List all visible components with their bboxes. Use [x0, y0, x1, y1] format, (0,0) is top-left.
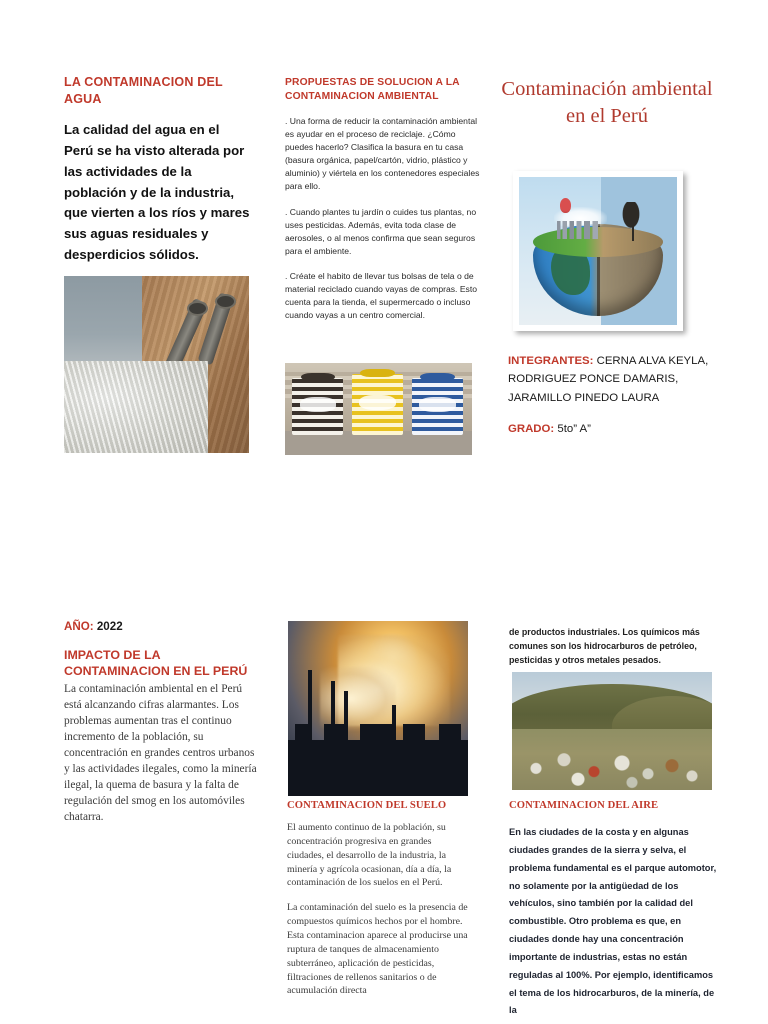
heading-propuestas-de-solucion: PROPUESTAS DE SOLUCION A LA CONTAMINACION AMBIENTAL — [285, 77, 460, 102]
grado-value: 5to” A” — [557, 423, 591, 436]
factory-silhouette — [288, 740, 468, 796]
dead-tree-trunk — [632, 223, 634, 241]
water-pollution-artwork — [64, 276, 249, 453]
grado-line — [508, 420, 718, 438]
recycling-bins-artwork — [285, 363, 472, 455]
paragraph-pesticidas: . Cuando plantes tu jardín o cuides tus plantas, no uses pesticidas. Además, evita toda clase de aerosoles, o al menos confirma que sean seguros para el ambiente. — [285, 206, 477, 256]
paragraph-suelo-2: La contaminación del suelo es la presencia de compuestos químicos hechos por el hombre. Esta contaminacion aparece al producirse una ruptura de tanques de almacenamiento subterráneo, aplicación de pesticidas, filtraciones de rellenos sanitarios o de acumulación directa — [287, 902, 468, 997]
heading-impacto-contaminacion: IMPACTO DE LA CONTAMINACION EN EL PERÚ — [64, 648, 248, 679]
integrantes-block — [508, 352, 718, 439]
bottom-column-aire — [509, 800, 717, 1020]
scattered-garbage — [512, 736, 712, 790]
landfill-artwork — [512, 672, 712, 790]
paragraph-bolsas-de-tela: . Créate el habito de llevar tus bolsas de tela o de material reciclado cuando vayas de compras. Esto cuenta para la tienda, el supermercado o incluso cuando vayas a un centro comercial. — [285, 270, 478, 320]
paragraph-calidad-del-agua: La calidad del agua en el Perú se ha visto alterada por las actividades de la población y de la industria, que vierten a los ríos y mares sus aguas residuales y desperdicios sólidos. — [64, 122, 250, 263]
paragraph-impacto-contaminacion: La contaminación ambiental en el Perú está alcanzando cifras alarmantes. Los problemas aumentan tras el continuo incremento de la población, su concentración en grandes centros urbanos y las actividades ilegales, como la minería ilegal, la quema de basura y la falta de regulación del smog en los automóviles chatarra. — [64, 682, 257, 823]
bin-lid — [360, 369, 394, 378]
bin-organic — [292, 378, 342, 435]
heading-contaminacion-del-aire: CONTAMINACION DEL AIRE — [509, 800, 659, 811]
image-landfill — [512, 672, 712, 790]
bottom-column-impacto — [64, 620, 260, 825]
image-water-pollution — [64, 276, 249, 453]
dead-tree — [620, 202, 642, 232]
paragraph-suelo-1: El aumento continuo de la población, su concentración progresiva en grandes ciudades, el desarrollo de la industria, la minería y agrícola ocasionan, día a día, la contaminación de los suelos en el Perú. — [287, 822, 452, 889]
image-earth-globe — [519, 177, 677, 325]
page-title: Contaminación ambiental en el Perú — [501, 78, 713, 127]
earth-surface — [533, 227, 663, 257]
water-foam — [64, 361, 208, 453]
factory-artwork — [288, 621, 468, 796]
earth-globe-artwork — [519, 177, 677, 325]
hot-air-balloon-icon — [560, 198, 571, 213]
image-factory-smokestacks — [288, 621, 468, 796]
paragraph-reciclaje: . Una forma de reducir la contaminación ambiental es ayudar en el proceso de reciclaje. ¿Cómo puedes hacerlo? Clasifica la basura en tu casa (basura orgánica, papel/cartón, vidrio, plástico y aluminio) y viértela en los contenedores especiales para ello. — [285, 116, 480, 192]
integrantes-label: INTEGRANTES: — [508, 355, 594, 367]
pipe-mouth-upper — [187, 301, 208, 316]
anio-label: AÑO: — [64, 620, 94, 633]
top-column-portada — [500, 76, 714, 129]
bin-paper — [412, 378, 462, 435]
bottom-column-suelo — [287, 800, 469, 1009]
bin-plastic — [352, 374, 402, 435]
image-recycling-bins — [285, 363, 472, 455]
integrantes-line — [508, 352, 718, 407]
image-earth-globe-frame — [513, 171, 683, 331]
top-column-water — [64, 74, 250, 266]
paragraph-contaminacion-del-aire: En las ciudades de la costa y en algunas ciudades grandes de la sierra y selva, el problema fundamental es el parque automotor, no solamente por la antigüedad de los vehículos, sino también por la calidad del combustible. Otro problema es que, en ciudades donde hay una concentración importante de industrias, estas no están reguladas al 100%. Por ejemplo, identificamos el tema de los hidrocarburos, de la minería, de la — [509, 827, 717, 1016]
bin-label — [419, 397, 455, 412]
pipe-mouth-lower — [215, 294, 236, 309]
top-column-soluciones — [285, 76, 481, 334]
grado-label: GRADO: — [508, 423, 555, 436]
anio-line — [64, 620, 260, 633]
bin-label — [300, 397, 336, 412]
heading-contaminacion-del-agua: LA CONTAMINACION DEL AGUA — [64, 75, 223, 106]
anio-value: 2022 — [96, 620, 123, 633]
bin-lid — [420, 373, 454, 381]
integrantes-value: CERNA ALVA KEYLA, RODRIGUEZ PONCE DAMARIS, JARAMILLO PINEDO LAURA — [508, 355, 709, 404]
heading-contaminacion-del-suelo: CONTAMINACION DEL SUELO — [287, 800, 447, 811]
paragraph-productos-industriales: de productos industriales. Los químicos más comunes son los hidrocarburos de petróleo, pesticidas y otros metales pesados. — [509, 627, 700, 665]
bottom-column-continuation — [509, 626, 717, 667]
bin-label — [359, 395, 395, 411]
city-skyline — [557, 221, 598, 239]
bin-lid — [301, 373, 335, 381]
